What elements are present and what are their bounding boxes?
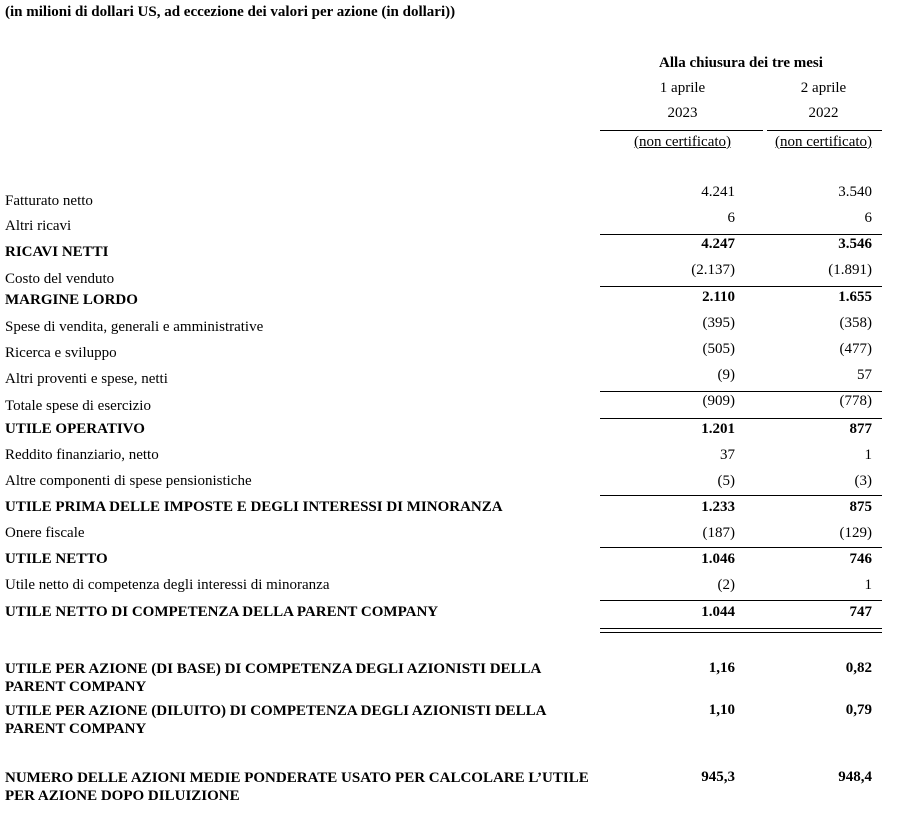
rule: [600, 418, 882, 419]
row-value-2022: (778): [839, 393, 872, 409]
row-value-2022: (129): [839, 525, 872, 541]
row-value-2023: (395): [702, 315, 735, 331]
row-value-2022: (477): [839, 341, 872, 357]
eps-basic-2022: 0,82: [845, 660, 872, 676]
eps-basic-2023: 1,16: [708, 660, 735, 676]
col2-year: 2022: [808, 105, 839, 121]
eps-basic-label: UTILE PER AZIONE (DI BASE) DI COMPETENZA DEGLI AZIONISTI DELLA PARENT COMPANY: [5, 661, 541, 695]
row-value-2023: 1.046: [701, 551, 735, 567]
period-header: Alla chiusura dei tre mesi: [659, 55, 823, 71]
row-label: UTILE NETTO DI COMPETENZA DELLA PARENT COMPANY: [5, 604, 439, 620]
row-value-2023: 6: [727, 210, 735, 226]
row-value-2022: 746: [849, 551, 872, 567]
row-label: Costo del venduto: [5, 271, 115, 287]
double-rule-top: [600, 628, 882, 629]
row-value-2022: 747: [849, 604, 872, 620]
row-value-2023: (5): [717, 473, 735, 489]
eps-diluted-2022: 0,79: [845, 702, 872, 718]
row-label: RICAVI NETTI: [5, 244, 109, 260]
shares-label: NUMERO DELLE AZIONI MEDIE PONDERATE USATO PER CALCOLARE L’UTILE PER AZIONE DOPO DILUIZIONE: [5, 770, 589, 804]
row-label: UTILE PRIMA DELLE IMPOSTE E DEGLI INTERESSI DI MINORANZA: [5, 499, 503, 515]
row-value-2022: 3.540: [838, 184, 872, 200]
row-value-2023: (2.137): [691, 262, 735, 278]
row-value-2023: 4.241: [701, 184, 735, 200]
row-value-2023: (2): [717, 577, 735, 593]
row-label: UTILE NETTO: [5, 551, 108, 567]
rule: [600, 286, 882, 287]
row-value-2023: (505): [702, 341, 735, 357]
row-value-2022: 875: [849, 499, 872, 515]
row-label: MARGINE LORDO: [5, 292, 138, 308]
row-value-2022: 3.546: [838, 236, 872, 252]
header-rule-col1: [600, 130, 763, 131]
row-value-2022: 57: [857, 367, 872, 383]
row-label: Altre componenti di spese pensionistiche: [5, 473, 252, 489]
row-value-2022: (3): [854, 473, 872, 489]
row-label: UTILE OPERATIVO: [5, 421, 145, 437]
row-value-2023: 1.201: [701, 421, 735, 437]
col1-year: 2023: [667, 105, 698, 121]
rule: [600, 391, 882, 392]
header-rule-col2: [767, 130, 882, 131]
rule: [600, 600, 882, 601]
eps-diluted-2023: 1,10: [708, 702, 735, 718]
row-value-2023: 1.044: [701, 604, 735, 620]
col2-note: (non certificato): [774, 134, 873, 150]
col1-date: 1 aprile: [659, 80, 706, 96]
row-value-2022: 1: [864, 577, 872, 593]
row-label: Totale spese di esercizio: [5, 398, 151, 414]
row-value-2023: (9): [717, 367, 735, 383]
row-label: Spese di vendita, generali e amministrative: [5, 319, 264, 335]
table-caption: (in milioni di dollari US, ad eccezione dei valori per azione (in dollari)): [5, 4, 456, 20]
row-label: Reddito finanziario, netto: [5, 447, 159, 463]
double-rule-bottom: [600, 632, 882, 633]
row-value-2023: 1.233: [701, 499, 735, 515]
rule: [600, 495, 882, 496]
eps-diluted-label: UTILE PER AZIONE (DILUITO) DI COMPETENZA DEGLI AZIONISTI DELLA PARENT COMPANY: [5, 703, 546, 737]
row-value-2023: 37: [720, 447, 735, 463]
row-value-2023: 4.247: [701, 236, 735, 252]
shares-2022: 948,4: [838, 769, 872, 785]
shares-2023: 945,3: [701, 769, 735, 785]
row-value-2022: (358): [839, 315, 872, 331]
row-label: Utile netto di competenza degli interessi di minoranza: [5, 577, 330, 593]
col1-note: (non certificato): [633, 134, 732, 150]
col2-date: 2 aprile: [800, 80, 847, 96]
rule: [600, 234, 882, 235]
row-label: Altri proventi e spese, netti: [5, 371, 168, 387]
row-label: Ricerca e sviluppo: [5, 345, 117, 361]
row-value-2022: 6: [864, 210, 872, 226]
row-label: Altri ricavi: [5, 218, 72, 234]
row-label: Onere fiscale: [5, 525, 85, 541]
rule: [600, 547, 882, 548]
row-value-2023: (909): [702, 393, 735, 409]
row-value-2022: 877: [849, 421, 872, 437]
row-value-2023: 2.110: [702, 289, 735, 305]
row-value-2022: (1.891): [828, 262, 872, 278]
row-value-2022: 1: [864, 447, 872, 463]
row-label: Fatturato netto: [5, 193, 93, 209]
row-value-2023: (187): [702, 525, 735, 541]
row-value-2022: 1.655: [838, 289, 872, 305]
